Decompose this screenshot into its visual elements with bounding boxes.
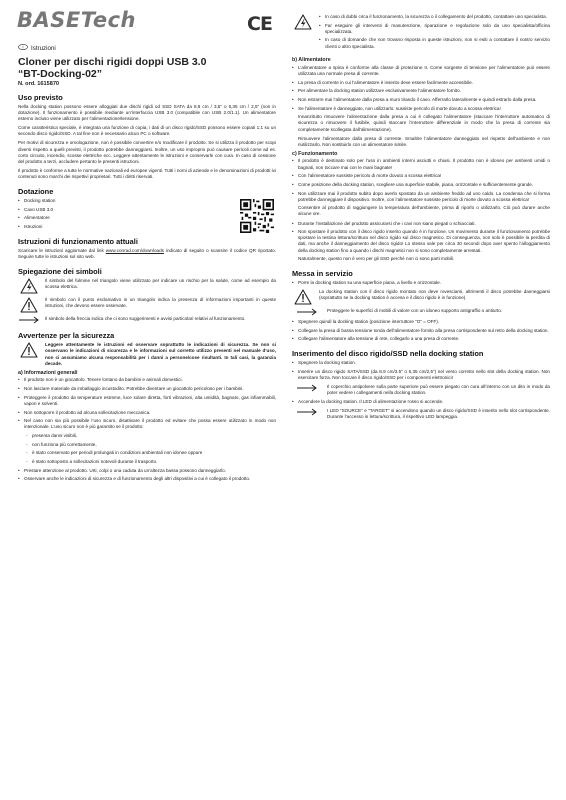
- unsafe-conditions-list: [26, 433, 276, 465]
- list-item: • Far eseguire gli interventi di manutenzione, riparazione e regolazione solo da uno specialista/officina specializzata.: [319, 23, 550, 35]
- list-item: • Inserire un disco rigido SATA/SSD (da 8,9 cm/3.5” o 6,35 cm/2,5”) nel verso corretto nello slot della docking station. Non esercitare forza. Non toccare il disco rigido/SSD per i componenti elettronici!: [292, 369, 550, 381]
- list-item: • Non lasciare materiale da imballaggio incustodito. Potrebbe diventare un giocattolo pericoloso per i bambini.: [18, 386, 276, 392]
- list-item: • In caso di dubbi circa il funzionamento, la sicurezza o il collegamento del prodotto, contattare uno specialista.: [319, 14, 550, 20]
- section-heading-inserimento: Inserimento del disco rigido/SSD nella docking station: [292, 349, 484, 359]
- list-item: • Il prodotto non è un giocattolo. Tenere lontano da bambini e animali domestici.: [18, 377, 276, 383]
- brand-logo: BASETech: [17, 8, 136, 32]
- section-heading-uso: Uso previsto: [18, 93, 63, 102]
- section-heading-dotazione: Dotazione: [18, 187, 54, 197]
- left-column: [18, 44, 276, 485]
- download-text: Scaricare le istruzioni aggiornate dal link: [18, 248, 106, 254]
- list-item: • Nel caso non sia più possibile l’uso sicuro, disattivare il prodotto ed evitare che possa essere utilizzato in modo non intenzionale. L’uso sicuro non è più garantito se il prodotto:: [18, 418, 276, 430]
- messa-tip-text: Proteggere le superfici di mobili di valore con un idoneo supporto antigraffio o antiurto.: [327, 308, 503, 313]
- symbol-text: Il simbolo con il punto esclamativo in un triangolo indica la presenza di informazioni importanti in queste istruzioni, che devono essere osservate.: [45, 297, 276, 309]
- list-item: • Per alimentare la docking station utilizzare esclusivamente l’alimentatore fornito.: [292, 88, 550, 94]
- paragraph: Consentire al prodotto di raggiungere la temperatura dell’ambiente, prima di riporlo o utilizzarlo. Ciò può durare anche alcune ore.: [298, 205, 550, 217]
- order-number: N. ord. 1615870: [18, 81, 60, 87]
- exclamation-warning-icon: [20, 297, 38, 313]
- section-heading-istruzioni: Istruzioni di funzionamento attuali: [18, 237, 138, 247]
- list-item: • Durante l’installazione del prodotto assicurarsi che i cavi non siano piegati o schiacciati.: [292, 221, 550, 227]
- arrow-right-icon: [296, 384, 318, 392]
- top-list: [319, 14, 550, 52]
- inserimento-tip-row: [292, 384, 550, 396]
- inserimento-list-2: [292, 399, 550, 405]
- messa-list-2: [292, 319, 550, 342]
- general-safety-list: [18, 377, 276, 430]
- list-item: • Alimentatore: [18, 215, 276, 221]
- list-item: • Porre la docking station su una superficie piana, a livello e orizzontale.: [292, 280, 550, 286]
- list-item: • Proteggere il prodotto da temperature estreme, luce solare diretta, forti vibrazioni, alta umidità, bagnato, gas infiammabili, vapori e solventi.: [18, 395, 276, 407]
- safety-warning-text: Leggere attentamente le istruzioni ed osservare soprattutto le indicazioni di sicurezza. Se non si osservano le indicazioni di sicurezza e le informazioni sul corretto utilizzo presenti nel manuale d’uso, non ci assumiamo alcuna responsabilità per i danni a persone/cose risultanti. In tali casi, la garanzia decade.: [45, 342, 276, 366]
- list-item: • Non sottoporre il prodotto ad alcuna sollecitazione meccanica.: [18, 410, 276, 416]
- messa-tip-row: [292, 308, 550, 316]
- symbol-text: Il simbolo del fulmine nel triangolo viene utilizzato per indicare un rischio per la salute, come ad esempio da scossa elettrica.: [45, 278, 276, 290]
- product-model: “BT-Docking-02”: [18, 68, 103, 80]
- subsection-heading-funzionamento: c) Funzionamento: [292, 150, 338, 157]
- list-item: • Accendere la docking station. Il LED di alimentazione rosso si accende.: [292, 399, 550, 405]
- arrow-right-icon: [296, 308, 318, 316]
- inserimento-led-row: [292, 408, 550, 420]
- list-item: • La presa di corrente in cui l’alimentatore è inserito deve essere facilmente accessibile.: [292, 80, 550, 86]
- lightning-warning-icon: [294, 14, 312, 30]
- exclamation-warning-icon: [20, 342, 38, 358]
- top-warning-row: [292, 14, 550, 54]
- download-text-after: indicato di seguito o scansire il codice QR riportato. Seguire tutte le istruzioni sul sito web.: [18, 248, 276, 260]
- paragraph: Naturalmente, questo non è vero per gli SSD perché non ci sono parti mobili.: [298, 256, 455, 262]
- paragraph: Per motivi di sicurezza e omologazione, non è possibile convertire e/o modificare il prodotto. Se si utilizza il prodotto per scopi diversi rispetto a quelli previsti, il prodotto potrebbe danneggiarsi. Inoltre, un uso improprio può causare pericoli come ad es. corto circuito, incendio, scosse elettriche ecc. Leggere attentamente le istruzioni e conservarle con cura. In caso di cessione del prodotto a terzi, accludere pertanto le presenti istruzioni.: [18, 140, 276, 164]
- subsection-heading-alimentatore: b) Alimentatore: [292, 57, 331, 64]
- symbol-row-exclamation: [18, 297, 276, 313]
- paragraph: Rimuovere l’alimentatore dalla presa di corrente. Smaltire l’alimentatore danneggiato nel rispetto dell’ambiente e non riutilizzarlo. Non sostituirlo con un alimentatore simile.: [298, 135, 550, 147]
- svg-text:I: I: [22, 45, 24, 50]
- general-safety-list-continued: [18, 468, 276, 483]
- right-column: [292, 14, 550, 423]
- list-item: • Collegare la presa di bassa tensione tonda dell’alimentatore fornito alla presa corrispondente sul retro della docking station.: [292, 328, 550, 334]
- section-heading-messa: Messa in servizio: [292, 269, 353, 279]
- list-item: • Non spostare il prodotto con il disco rigido inserito quando è in funzione. Un movimento durante il funzionamento potrebbe spostare la testina lettura/scrittura nel disco rigido sul disco magnetico. Di conseguenza, non solo è possibile la perdita di dati, ma anche il danneggiamento del disco rigido! Lo stesso vale per circa 30 secondi dopo aver spento l’alloggiamento della docking station fino a quando i dischi magnetici non si sono completamente arrestati.: [292, 229, 550, 253]
- inserimento-led-text: I LED “SOURCE” e “TARGET” si accendono quando un disco rigido/SSD è inserito nello slot corrispondente. Durante l’accesso in lettura/scrittura, il rispettivo LED lampeggia.: [327, 407, 550, 419]
- language-icon: [18, 44, 28, 53]
- paragraph: Come caratteristica speciale, è integrata una funzione di copia; i dati di un disco rigido/SSD possono essere copiati 1:1 su un secondo disco rigido/SSD. A tal fine non è necessario alcun PC o software.: [18, 125, 276, 137]
- list-item: • L’alimentatore a spina è conforme alla classe di protezione II. Come sorgente di tensione per l’alimentatore può essere utilizzata una normale presa di corrente.: [292, 65, 550, 77]
- list-item: • Docking station: [18, 198, 276, 204]
- list-item: • Cavo USB 3.0: [18, 207, 276, 213]
- exclamation-warning-icon: [294, 289, 312, 305]
- paragraph: Nella docking station possono essere alloggiati due dischi rigidi od SSD SATA da 8,9 cm / 3,5” o 6,35 cm / 2,5” (non in dotazione). Il funzionamento è possibile mediante un’interfaccia USB 3.0 (compatibile con USB 2.0/1.1). Un alimentatore esterno incluso viene utilizzato per l’alimentazione/tensione.: [18, 104, 276, 122]
- paragraph: Il prodotto è conforme a tutte le normative nazionali ed europee vigenti. Tutti i nomi di aziende e le denominazioni di prodotti ivi contenuti sono marchi dei rispettivi proprietari. Tutti i diritti riservati.: [18, 167, 276, 179]
- list-item: - non funziona più correttamente,: [26, 442, 276, 448]
- messa-list: [292, 280, 550, 286]
- list-item: • Come posizione della docking station, scegliere una superficie stabile, piana, orizzontale e sufficientemente grande.: [292, 182, 550, 188]
- list-item: • Con l’alimentatore sussiste pericolo di morte dovuto a scossa elettrica!: [292, 173, 550, 179]
- product-title: Cloner per dischi rigidi doppi USB 3.0: [18, 56, 207, 68]
- list-item: • In caso di domande che non trovano risposta in queste istruzioni, non si esiti a contattare il nostro servizio clienti o altro specialista.: [319, 37, 550, 49]
- arrow-right-icon: [18, 316, 40, 324]
- list-item: - è stato sottoposto a sollecitazioni notevoli durante il trasporto.: [26, 459, 276, 465]
- instructions-label-row: [18, 44, 276, 53]
- list-item: - presenta danni visibili,: [26, 433, 276, 439]
- dotazione-block: [18, 187, 276, 230]
- dotazione-list: [18, 198, 276, 230]
- list-item: • Istruzioni: [18, 224, 276, 230]
- messa-warning-text: La docking station con il disco rigido montato non deve rovesciarsi, altrimenti il disco potrebbe danneggiarsi (soprattutto se la docking station è accesa e il disco rigido è in funzione).: [319, 289, 550, 301]
- inserimento-tip-text: Il coperchio antipolvere sulla parte superiore può essere piegato con cura all’interno con un dito in modo da poter vedere i collegamenti nella docking station.: [327, 383, 550, 396]
- subsection-heading-general: a) Informazioni generali: [18, 369, 78, 376]
- symbol-text: Il simbolo della freccia indica che ci sono suggerimenti e avvisi particolari relativi al funzionamento.: [45, 316, 246, 322]
- alimentatore-list: [292, 65, 550, 112]
- symbol-row-lightning: [18, 278, 276, 294]
- section-heading-simboli: Spiegazione dei simboli: [18, 267, 102, 277]
- ce-mark: CE: [247, 13, 272, 35]
- list-item: • Non estrarre mai l’alimentatore dalla presa a muro tirando il cavo. Afferrarlo lateralmente e quindi estrarlo dalla presa.: [292, 97, 550, 103]
- list-item: • Collegare l’alimentatore alla tensione di rete, collegarlo a una presa di corrente.: [292, 336, 550, 342]
- arrow-right-icon: [296, 408, 318, 416]
- list-item: • Osservare anche le indicazioni di sicurezza e di funzionamento degli altri dispositivi a cui è collegato il prodotto.: [18, 476, 276, 482]
- download-paragraph: [18, 248, 276, 260]
- download-link[interactable]: www.conrad.com/downloads: [105, 248, 164, 254]
- section-heading-avvertenze: Avvertenze per la sicurezza: [18, 331, 115, 341]
- list-item: • Non utilizzare mai il prodotto subito dopo averlo spostato da un ambiente freddo ad uno caldo. La condensa che si forma potrebbe danneggiare il dispositivo. Inoltre, con l’alimentatore sussiste pericolo di morte dovuto a scossa elettrica!: [292, 191, 550, 203]
- inserimento-list: [292, 360, 550, 381]
- safety-warning-row: [18, 342, 276, 366]
- list-item: • Prestare attenzione al prodotto. Urti, colpi o una caduta da un’altezza bassa possono danneggiarlo.: [18, 468, 276, 474]
- funzionamento-list-2: [292, 221, 550, 254]
- list-item: • Se l’alimentatore è danneggiato, non utilizzarlo: sussiste pericolo di morte dovuto a scossa elettrica!: [292, 106, 550, 112]
- lightning-warning-icon: [20, 278, 38, 294]
- messa-warning-row: [292, 289, 550, 305]
- list-item: • Il prodotto è destinato solo per l’uso in ambienti interni asciutti e chiusi. Il prodotto non è idoneo per ambienti umidi o bagnati, non toccare mai con le mani bagnate!: [292, 158, 550, 170]
- instructions-label: Istruzioni: [31, 44, 56, 52]
- symbol-row-arrow: [18, 316, 276, 324]
- list-item: • Spegnere quindi la docking station (posizione interruttore “O” = OFF).: [292, 319, 550, 325]
- list-item: • Spegnere la docking station.: [292, 360, 550, 366]
- funzionamento-list: [292, 158, 550, 202]
- paragraph: Innanzitutto rimuovere l’alimentazione dalla presa a cui è collegato l’alimentatore (staccare l’interruttore automatico di sicurezza o rimuovere il fusibile, quindi staccare l’interruttore differenziale in modo che la presa di corrente sia completamente scollegata dall’alimentazione).: [298, 114, 550, 132]
- list-item: - è stato conservato per periodi prolungati in condizioni ambientali non idonee oppure: [26, 450, 276, 456]
- qr-code[interactable]: [240, 199, 274, 233]
